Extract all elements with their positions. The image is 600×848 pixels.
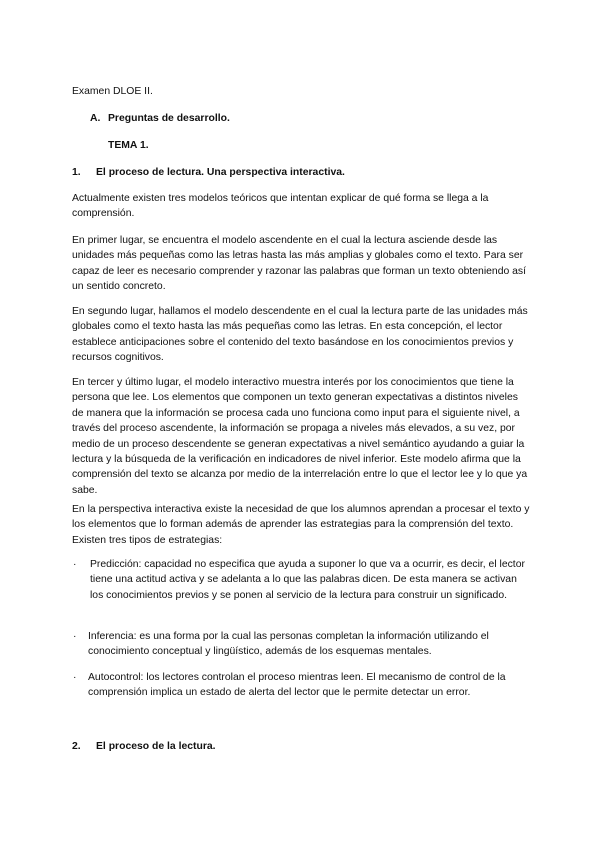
section-a-marker: A.: [90, 113, 101, 124]
bullet-marker: ·: [73, 559, 77, 570]
heading-1-number: 1.: [72, 167, 81, 178]
heading-2-number: 2.: [72, 741, 81, 752]
bullet-marker: ·: [73, 631, 77, 642]
bullet-prediccion: Predicción: capacidad no especifica que ayuda a suponer lo que va a ocurrir, es decir, el lector tiene una actitud activa y se adelanta a lo que las palabras dicen. De esta manera se activan los conocimientos previos y se ponen al servicio de la lectura para construir un significado.: [90, 559, 525, 601]
tema-label: TEMA 1.: [108, 140, 149, 151]
paragraph-4: En tercer y último lugar, el modelo interactivo muestra interés por los conocimientos que tiene la persona que lee. Los elementos que componen un texto generan expectativas a distintos niveles de manera que la información se procesa cada uno funciona como input para el siguiente nivel, a través del proceso ascendente, la información se propaga a niveles más elevados, a su vez, por medio de un proceso descendente se generan expectativas a nivel semántico ayudando a guiar la lectura y la búsqueda de la verificación en indicadores de nivel inferior. Este modelo afirma que la comprensión del texto se alcanza por medio de la interrelación entre lo que el lector lee y lo que ya sabe.: [72, 377, 528, 496]
bullet-marker: ·: [73, 672, 77, 683]
bullet-inferencia: Inferencia: es una forma por la cual las personas completan la información utilizando el conocimiento conceptual y lingüístico, además de los esquemas mentales.: [88, 631, 489, 658]
paragraph-5: En la perspectiva interactiva existe la necesidad de que los alumnos aprendan a procesar el texto y los elementos que lo forman además de aprender las estrategias para la comprensión del texto. Existen tres tipos de estrategias:: [72, 504, 530, 546]
paragraph-1: Actualmente existen tres modelos teóricos que intentan explicar de qué forma se llega a la comprensión.: [72, 193, 489, 220]
paragraph-3: En segundo lugar, hallamos el modelo descendente en el cual la lectura parte de las unidades más globales como el texto hasta las más pequeñas como las letras. En esta concepción, el lector establece anticipaciones sobre el contenido del texto basándose en los conocimientos previos y recursos cognitivos.: [72, 306, 528, 364]
section-a-label: Preguntas de desarrollo.: [108, 113, 230, 124]
bullet-autocontrol: Autocontrol: los lectores controlan el proceso mientras leen. El mecanismo de control de la comprensión implica un estado de alerta del lector que le permite detectar un error.: [88, 672, 506, 699]
heading-2-label: El proceso de la lectura.: [96, 741, 216, 752]
paragraph-2: En primer lugar, se encuentra el modelo ascendente en el cual la lectura asciende desde las unidades más pequeñas como las letras hasta las más amplias y globales como el texto. Para ser capaz de leer es necesario comprender y razonar las palabras que forman un texto obteniendo así un sentido concreto.: [72, 235, 526, 293]
document-title: Examen DLOE II.: [72, 86, 153, 97]
heading-1-label: El proceso de lectura. Una perspectiva interactiva.: [96, 167, 345, 178]
